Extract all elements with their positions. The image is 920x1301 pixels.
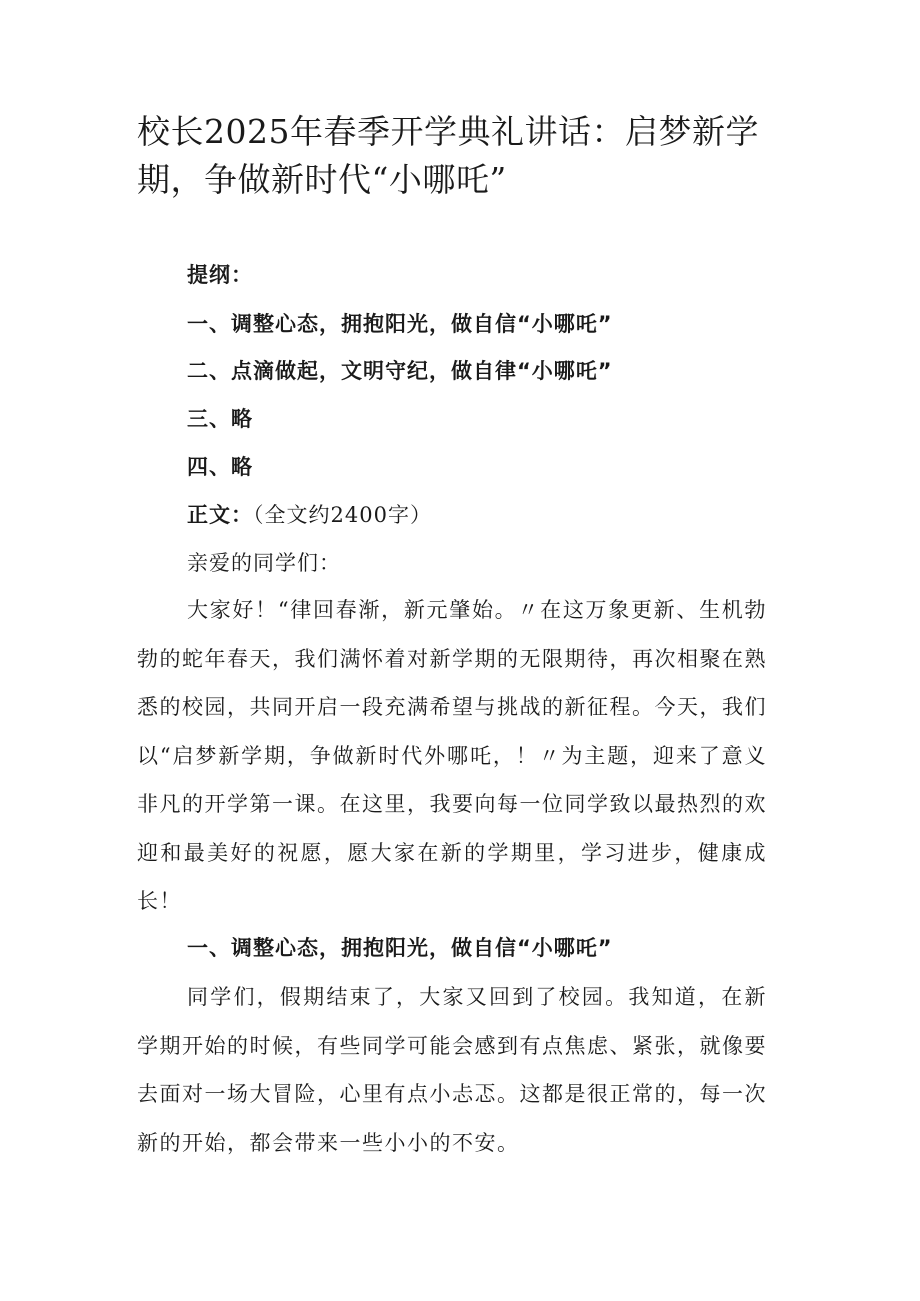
outline-item: 一、调整心态，拥抱阳光，做自信“小哪吒” bbox=[187, 312, 613, 336]
salutation: 亲爱的同学们： bbox=[187, 551, 341, 575]
document-title: 校长2025年春季开学典礼讲话：启梦新学期，争做新时代“小哪吒” bbox=[137, 112, 759, 199]
paragraph: 同学们，假期结束了，大家又回到了校园。我知道，在新学期开始的时候，有些同学可能会感到有点焦虑、紧张，就像要去面对一场大冒险，心里有点小忐忑。这都是很正常的，每一次新的开始，都会带来一些小小的不安。 bbox=[137, 985, 767, 1155]
outline-item: 四、略 bbox=[187, 455, 253, 479]
body-heading bbox=[187, 500, 432, 530]
section-heading: 一、调整心态，拥抱阳光，做自信“小哪吒” bbox=[187, 936, 613, 960]
body-word-count-note: （全文约2400字） bbox=[253, 503, 432, 527]
body-label: 正文： bbox=[187, 503, 253, 527]
outline-label: 提纲： bbox=[187, 263, 253, 287]
outline-item: 三、略 bbox=[187, 407, 253, 431]
paragraph: 大家好！“律回春渐，新元肇始。〃在这万象更新、生机勃勃的蛇年春天，我们满怀着对新学期的无限期待，再次相聚在熟悉的校园，共同开启一段充满希望与挑战的新征程。今天，我们以“启梦新学期，争做新时代外哪吒，！〃为主题，迎来了意义非凡的开学第一课。在这里，我要向每一位同学致以最热烈的欢迎和最美好的祝愿，愿大家在新的学期里，学习进步，健康成长！ bbox=[137, 598, 767, 913]
outline-item: 二、点滴做起，文明守纪，做自律“小哪吒” bbox=[187, 359, 613, 383]
